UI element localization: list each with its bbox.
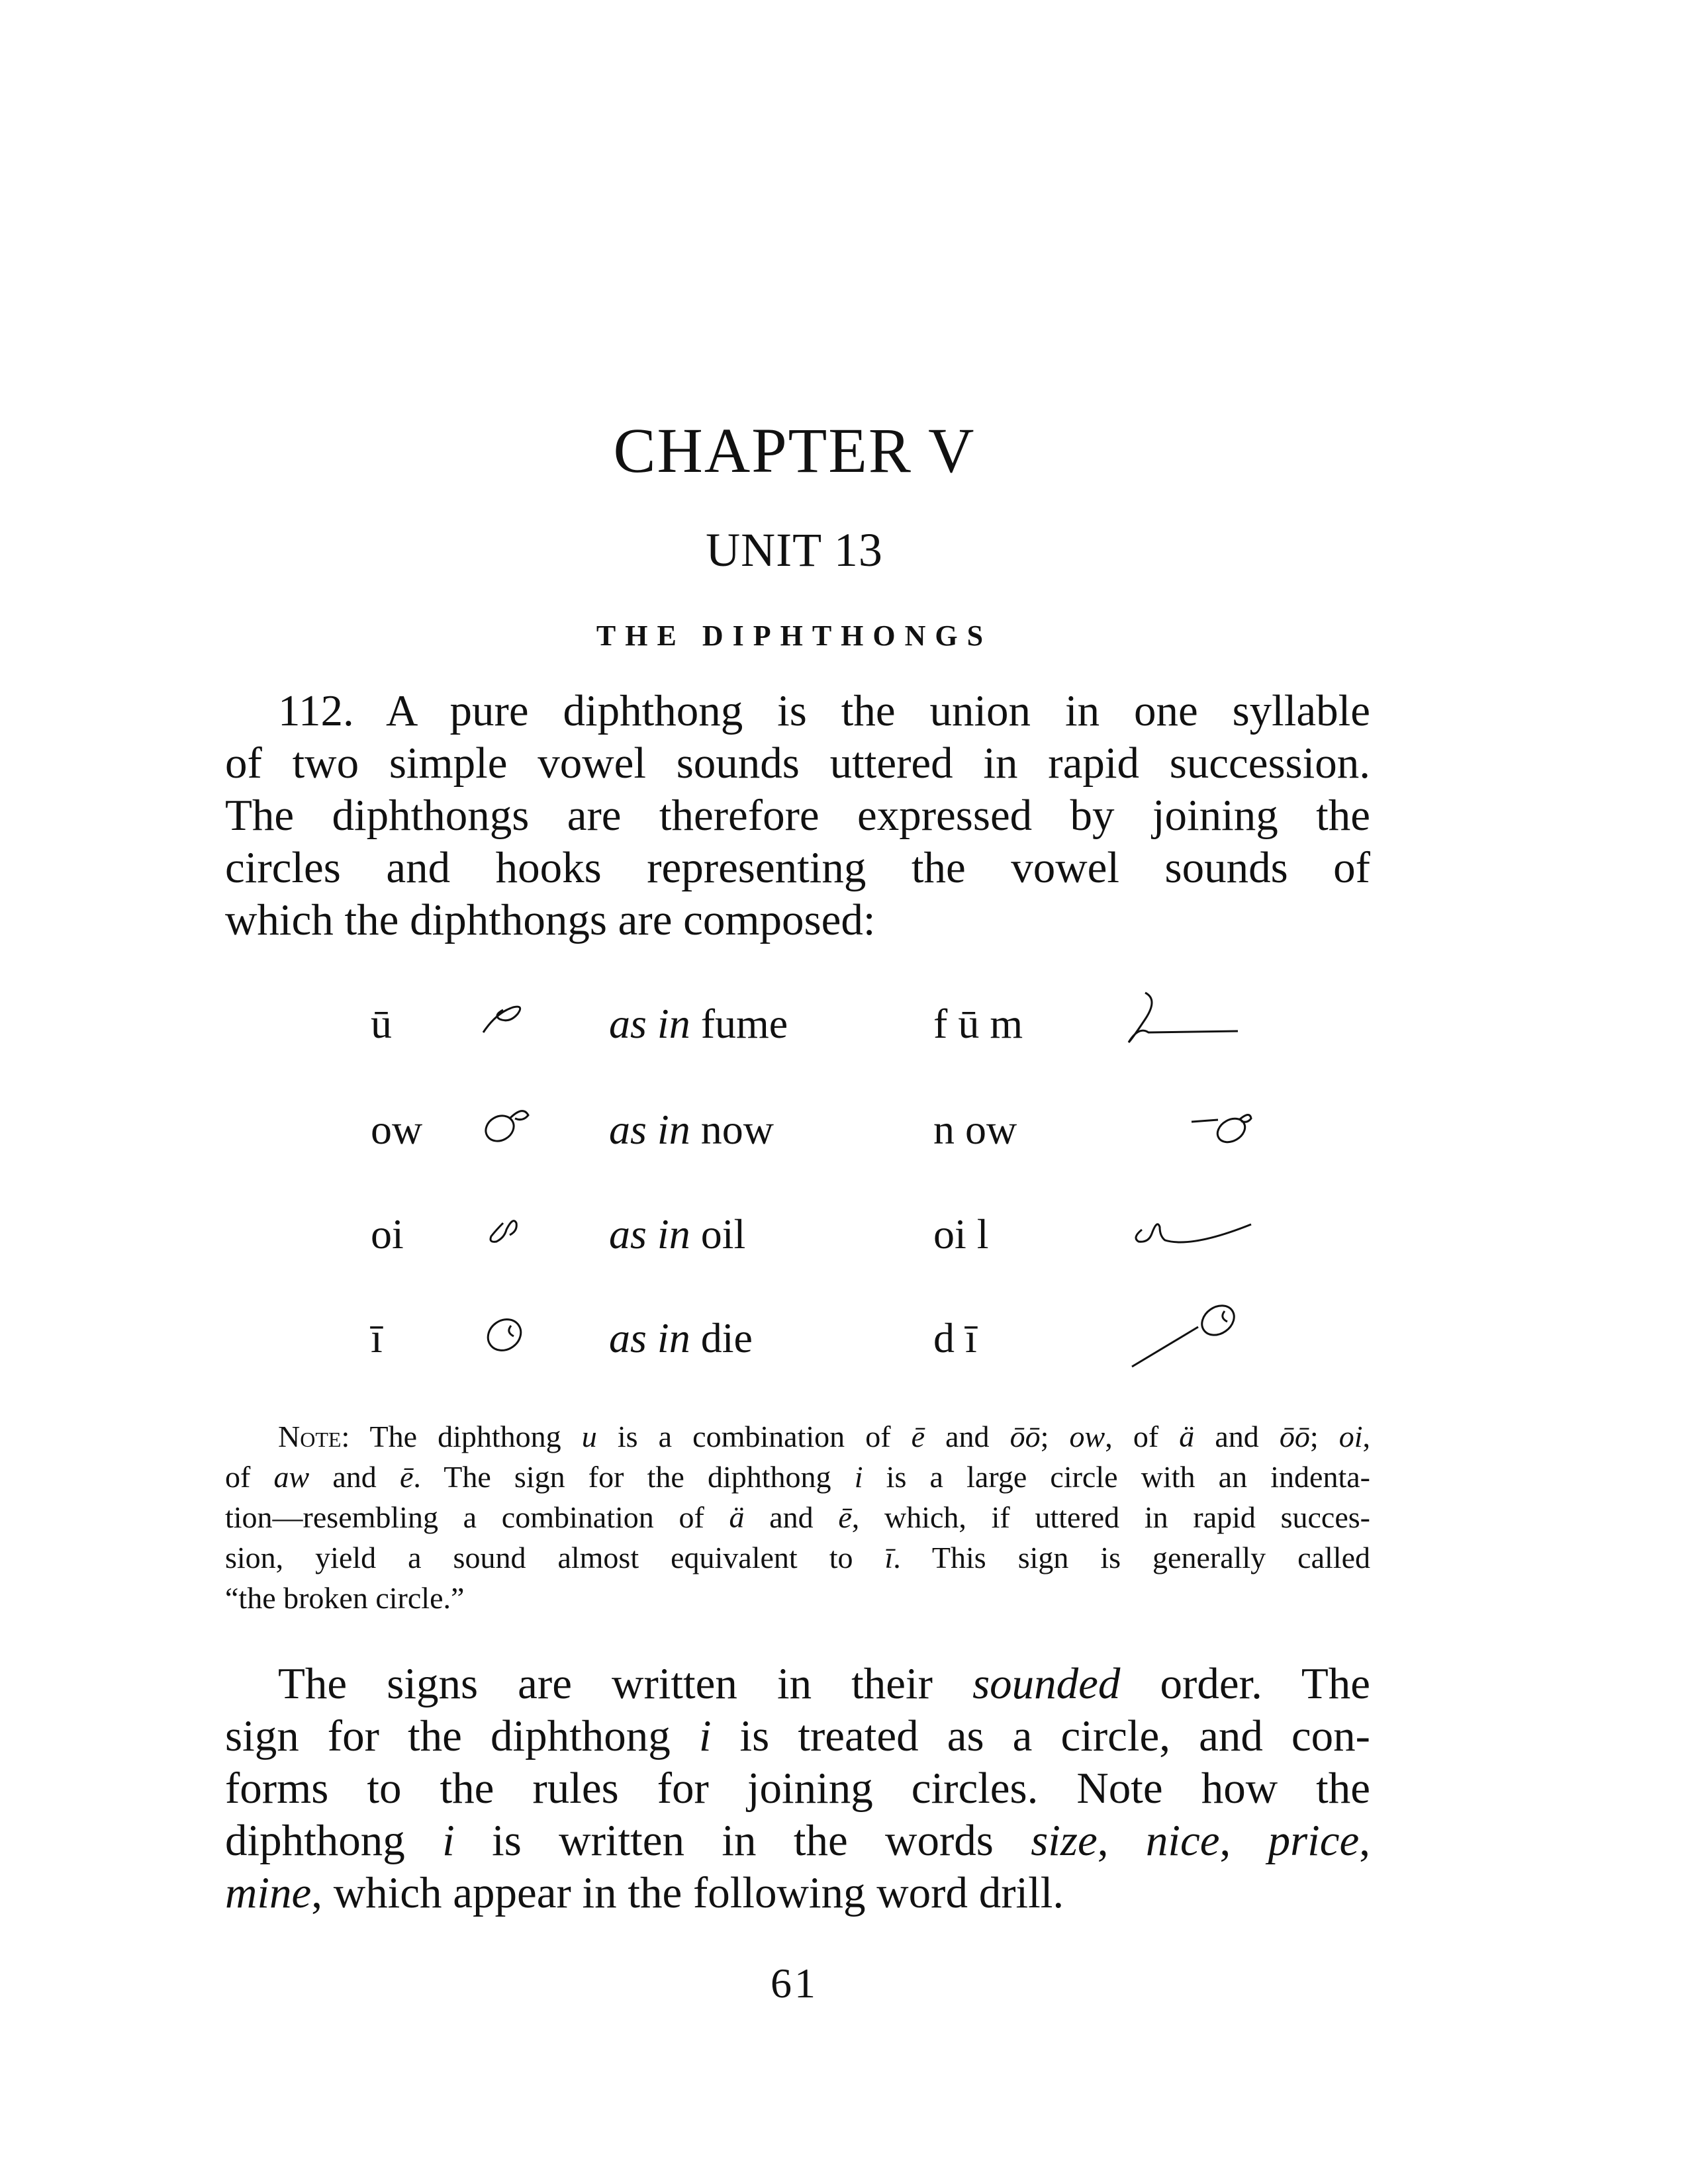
example-word: now — [700, 1106, 774, 1153]
diphthong-row — [371, 999, 1364, 1066]
as-in-phrase: as in oil — [609, 1210, 746, 1257]
italic-term: i — [698, 1711, 712, 1760]
note-line-text: The diphthong u is a combination of ē and ōō; ow, of ä and ōō; oi, — [369, 1420, 1371, 1453]
page-number: 61 — [771, 1960, 818, 2007]
italic-term: oi — [1338, 1420, 1363, 1453]
italic-term: sounded — [972, 1659, 1121, 1708]
paragraph-line: which the diphthongs are composed: — [225, 895, 876, 944]
italic-term: aw — [273, 1460, 310, 1494]
fume-outline-icon — [1119, 979, 1251, 1063]
as-in-phrase: as in now — [609, 1106, 774, 1153]
paragraph-number: 112. — [278, 686, 354, 735]
italic-term: size — [1031, 1816, 1098, 1865]
italic-term: ē — [911, 1420, 925, 1453]
diphthong-row — [371, 1314, 1364, 1380]
note-label: Note — [278, 1420, 342, 1453]
italic-term: price — [1268, 1816, 1360, 1865]
example-word: fume — [700, 1000, 788, 1047]
italic-term: mine — [225, 1868, 312, 1917]
u-diphthong-hook-icon — [477, 993, 536, 1056]
paragraph-line-text: A pure diphthong is the union in one syllable — [385, 686, 1370, 735]
italic-term: i — [854, 1460, 863, 1494]
spelled-sounds: d ī — [933, 1314, 977, 1361]
italic-term: ä — [1179, 1420, 1195, 1453]
paragraph-line — [225, 685, 1370, 737]
unit-title: UNIT 13 — [706, 523, 883, 576]
italic-term: ī — [884, 1541, 894, 1574]
diphthong-row — [371, 1105, 1364, 1171]
section-title: THE DIPHTHONGS — [596, 619, 993, 652]
ow-diphthong-icon — [477, 1099, 536, 1162]
spelled-sounds: n ow — [933, 1106, 1017, 1153]
italic-term: nice — [1145, 1816, 1220, 1865]
diphthong-vowel: ow — [371, 1106, 423, 1153]
broken-circle-icon — [477, 1307, 536, 1371]
paragraph-line: circles and hooks representing the vowel sounds of — [225, 843, 1370, 892]
note-line: of aw and ē. The sign for the diphthong i is a large circle with an indenta- — [225, 1460, 1370, 1494]
example-word: oil — [700, 1210, 746, 1257]
paragraph-line: sign for the diphthong i is treated as a circle, and con- — [225, 1711, 1370, 1760]
note-line: tion—resembling a combination of ä and ē, which, if uttered in rapid succes- — [225, 1500, 1370, 1534]
italic-term: ow — [1069, 1420, 1105, 1453]
spelled-sounds: oi l — [933, 1210, 989, 1257]
italic-term: ē — [838, 1500, 852, 1534]
as-in-phrase: as in fume — [609, 1000, 788, 1047]
paragraph-line: The diphthongs are therefore expressed by joining the — [225, 791, 1370, 840]
diphthong-vowel: ī — [371, 1314, 383, 1361]
now-outline-icon — [1119, 1085, 1251, 1169]
paragraph-sounded-order — [225, 1658, 1370, 1919]
italic-term: ä — [729, 1500, 745, 1534]
diphthong-vowel: oi — [371, 1210, 404, 1257]
oil-outline-icon — [1119, 1190, 1264, 1273]
paragraph-line: diphthong i is written in the words size, nice, price, — [225, 1816, 1371, 1865]
note-line: Note: The diphthong u is a combination of ē and ōō; ow, of ä and ōō; oi, — [278, 1420, 1371, 1453]
diphthong-row — [371, 1210, 1364, 1276]
spelled-sounds: f ū m — [933, 1000, 1023, 1047]
italic-term: ōō — [1279, 1420, 1310, 1453]
italic-term: i — [442, 1816, 455, 1865]
diphthong-vowel: ū — [371, 1000, 392, 1047]
paragraph-line: forms to the rules for joining circles. Note how the — [225, 1764, 1370, 1813]
diphthong-note — [225, 1416, 1370, 1618]
paragraph-line: The signs are written in their sounded order. The — [278, 1659, 1370, 1708]
italic-term: ē — [399, 1460, 414, 1494]
italic-term: u — [581, 1420, 597, 1453]
paragraph-line: of two simple vowel sounds uttered in rapid succession. — [225, 739, 1370, 788]
oi-diphthong-icon — [477, 1203, 536, 1267]
note-line: sion, yield a sound almost equivalent to ī. This sign is generally called — [225, 1541, 1370, 1574]
example-word: die — [700, 1314, 753, 1361]
paragraph-line: mine, which appear in the following word drill. — [225, 1868, 1064, 1917]
note-line: “the broken circle.” — [225, 1581, 465, 1615]
chapter-title: CHAPTER V — [613, 415, 976, 486]
as-in-phrase: as in die — [609, 1314, 753, 1361]
italic-term: ōō — [1009, 1420, 1041, 1453]
die-outline-icon — [1119, 1294, 1264, 1390]
paragraph-112 — [225, 685, 1370, 946]
